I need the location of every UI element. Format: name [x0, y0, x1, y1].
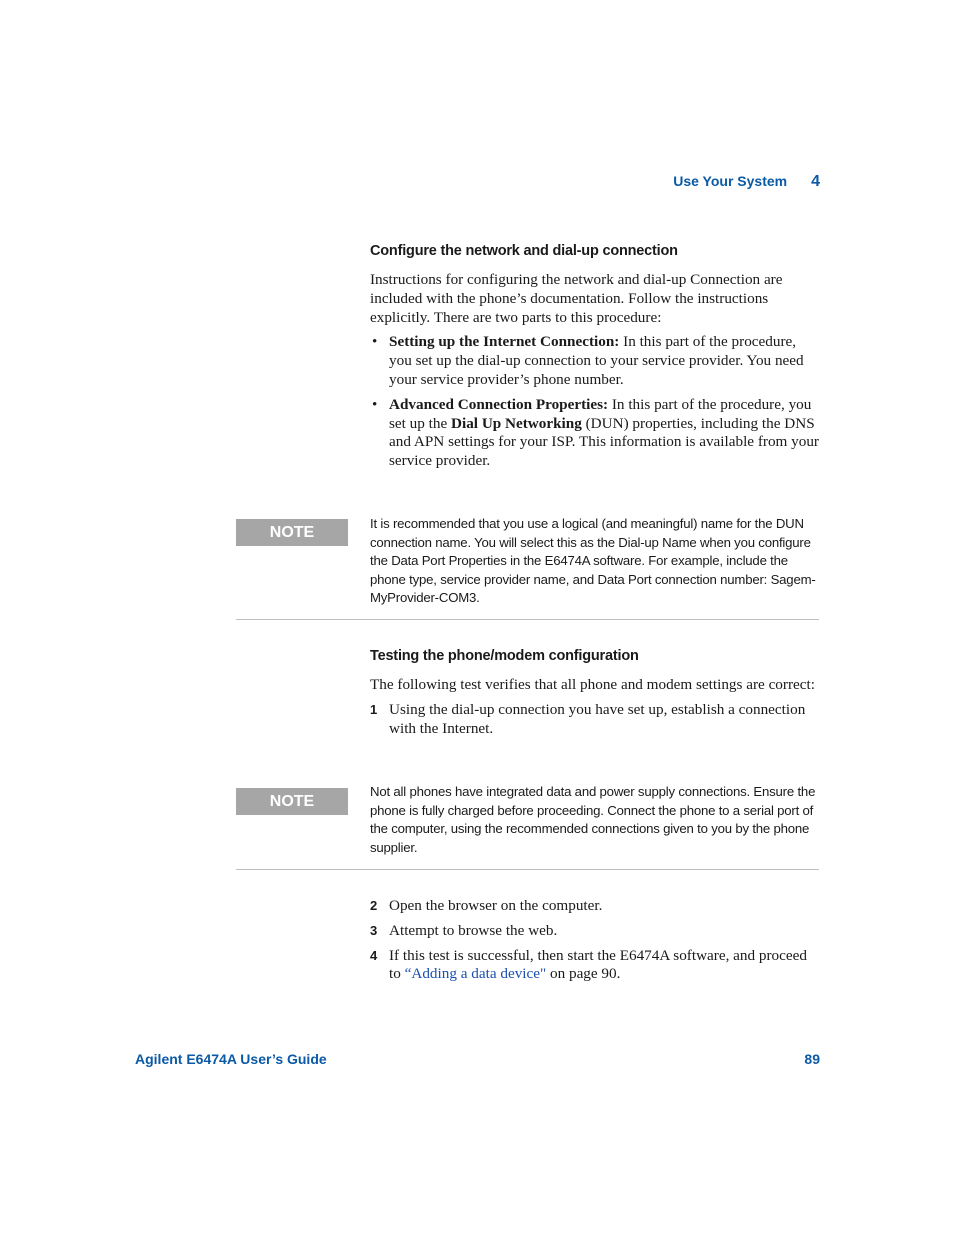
note-label: NOTE — [236, 519, 348, 546]
section-configure-network — [370, 243, 820, 477]
running-footer — [135, 1051, 820, 1067]
header-chapter-number: 4 — [811, 173, 820, 190]
step-text: If this test is successful, then start the E6474A software, and proceed to — [389, 946, 807, 983]
list-item — [370, 897, 820, 916]
bullet-bold-label: Advanced Connection Properties: — [389, 395, 609, 413]
bullet-text: In this part of the procedure, you set up the dial-up connection to your service provider. You need your service provider’s phone number. — [389, 333, 804, 388]
list-item — [370, 396, 820, 471]
divider — [236, 869, 819, 870]
header-section-title: Use Your System — [673, 173, 788, 189]
section-heading: Testing the phone/modem configuration — [370, 648, 639, 664]
running-header — [673, 173, 820, 191]
section-intro: The following test verifies that all phone and modem settings are correct: — [370, 676, 815, 693]
list-item — [370, 922, 820, 941]
bullet-icon: • — [372, 333, 378, 351]
section-testing-phone — [370, 648, 820, 744]
section-intro: Instructions for configuring the network and dial-up Connection are included with the phone’s documentation. Follow the instructions explicitly. There are two parts to this procedure: — [370, 271, 783, 326]
bullet-bold-label: Setting up the Internet Connection: — [389, 333, 620, 351]
step-number: 2 — [370, 898, 378, 913]
note-label: NOTE — [236, 788, 348, 815]
step-list-continued — [370, 897, 820, 990]
adding-data-device-link[interactable]: “Adding a data device" — [404, 965, 547, 983]
bullet-text: In this part of the procedure, you set up the — [389, 395, 812, 432]
footer-page-number: 89 — [804, 1051, 820, 1067]
step-number: 4 — [370, 947, 378, 963]
step-text: Open the browser on the computer. — [389, 897, 603, 914]
footer-guide-title: Agilent E6474A User’s Guide — [135, 1051, 327, 1067]
bullet-list — [370, 333, 820, 471]
step-list — [370, 701, 820, 739]
bullet-bold-term: Dial Up Networking — [451, 414, 582, 432]
list-item — [370, 333, 820, 389]
divider — [236, 619, 819, 620]
note-text: It is recommended that you use a logical (and meaningful) name for the DUN connection name. You will select this as the Dial-up Name when you configure the Data Port Properties in the E6474A software. For example, include the phone type, service provider name, and Data Port connection number: Sagem-MyProvider-COM3. — [370, 516, 816, 606]
step-text: on page 90. — [546, 965, 621, 983]
step-text: Attempt to browse the web. — [389, 921, 558, 939]
section-heading: Configure the network and dial-up connection — [370, 243, 678, 259]
step-list — [370, 897, 820, 984]
step-number: 1 — [370, 701, 378, 717]
list-item — [370, 701, 820, 739]
step-text: Using the dial-up connection you have set up, establish a connection with the Internet. — [389, 700, 806, 737]
list-item — [370, 947, 820, 985]
note-text: Not all phones have integrated data and power supply connections. Ensure the phone is fully charged before proceeding. Connect the phone to a serial port of the computer, using the recommended connections given to you by the phone supplier. — [370, 784, 816, 855]
bullet-text: (DUN) properties, including the DNS and APN settings for your ISP. This information is available from your service provider. — [389, 414, 819, 470]
bullet-icon: • — [372, 395, 378, 413]
step-number: 3 — [370, 922, 378, 938]
